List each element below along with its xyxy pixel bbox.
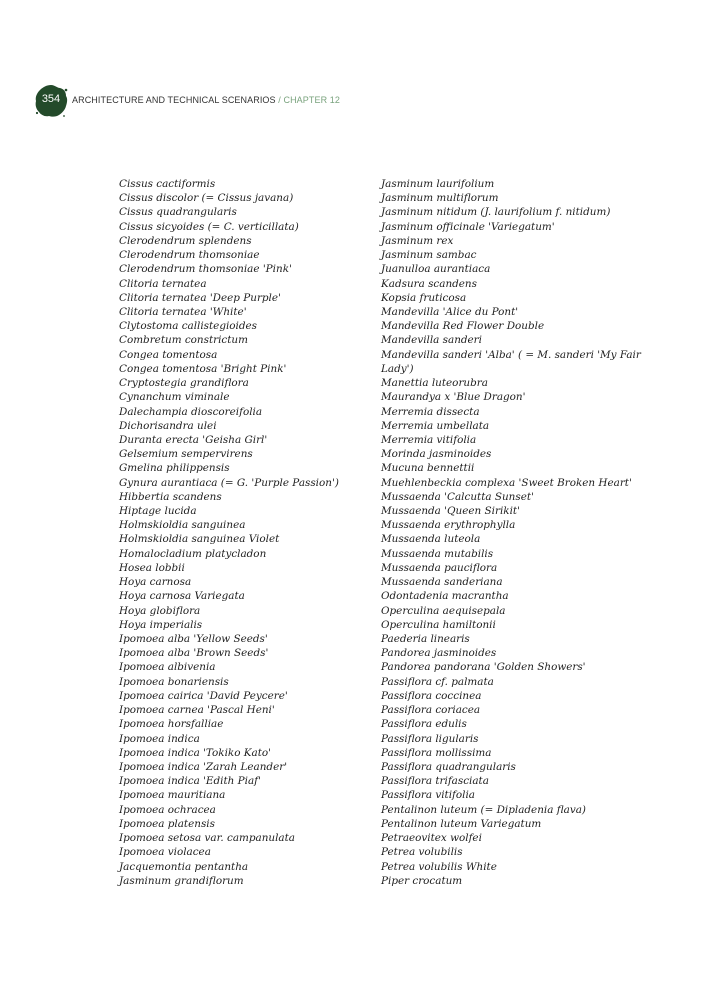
list-item: Operculina aequisepala (381, 604, 506, 617)
header-chapter: CHAPTER 12 (283, 95, 340, 105)
list-item: Cryptostegia grandiflora (119, 377, 249, 390)
header-title: ARCHITECTURE AND TECHNICAL SCENARIOS (72, 95, 276, 105)
list-item: Juanulloa aurantiaca (381, 263, 491, 276)
page-number: 354 (41, 93, 61, 105)
list-item: Paederia linearis (381, 633, 470, 645)
list-item: Muehlenbeckia complexa 'Sweet Broken Heart' (381, 476, 632, 489)
list-item: Jacquemontia pentantha (119, 860, 249, 873)
list-item: Hoya carnosa Variegata (119, 590, 245, 603)
list-item: Ipomoea bonariensis (119, 675, 229, 688)
list-item: Ipomoea setosa var. campanulata (119, 832, 295, 845)
list-item: Gelsemium sempervirens (119, 448, 253, 461)
list-item: Passiflora vitifolia (381, 789, 475, 802)
list-item: Piper crocatum (381, 874, 463, 887)
list-item: Hosea lobbii (119, 561, 185, 574)
list-item: Duranta erecta 'Geisha Girl' (119, 433, 268, 446)
list-item: Petraeovitex wolfei (381, 832, 482, 845)
list-item: Cynanchum viminale (119, 391, 230, 404)
list-item: Passiflora quadrangularis (381, 760, 516, 773)
list-item: Mussaenda luteola (381, 533, 481, 546)
list-item: Dichorisandra ulei (119, 419, 217, 432)
list-item: Merremia vitifolia (381, 433, 477, 446)
list-item: Hiptage lucida (119, 505, 197, 518)
list-item: Ipomoea violacea (119, 846, 211, 859)
list-item: Dalechampia dioscoreifolia (119, 405, 263, 418)
list-item: Hoya globiflora (119, 604, 201, 617)
list-item: Maurandya x 'Blue Dragon' (381, 391, 526, 404)
list-item: Kadsura scandens (381, 277, 477, 290)
list-item: Pentalinon luteum Variegatum (381, 817, 542, 830)
list-item: Petrea volubilis (381, 846, 463, 859)
list-item: Gmelina philippensis (119, 462, 230, 475)
list-item: Lady') (381, 362, 414, 375)
list-item: Mussaenda 'Calcutta Sunset' (381, 490, 534, 503)
list-item: Petrea volubilis White (381, 860, 497, 873)
list-item: Morinda jasminoides (381, 448, 492, 461)
list-item: Homalocladium platycladon (119, 547, 267, 560)
list-item: Passiflora edulis (381, 718, 467, 731)
page-number-badge (36, 86, 66, 116)
list-item: Ipomoea carnea 'Pascal Heni' (119, 704, 275, 717)
list-item: Hibbertia scandens (119, 490, 222, 503)
page-header (0, 86, 707, 120)
list-item: Gynura aurantiaca (= G. 'Purple Passion') (119, 476, 339, 489)
list-item: Mussaenda erythrophylla (381, 519, 516, 532)
list-item: Ipomoea indica 'Tokiko Kato' (119, 746, 272, 759)
list-item: Merremia dissecta (381, 405, 480, 418)
list-item: Ipomoea horsfalliae (119, 718, 224, 731)
list-item: Ipomoea indica (119, 732, 200, 745)
list-item: Mussaenda sanderiana (381, 576, 503, 589)
list-item: Congea tomentosa (119, 348, 218, 361)
list-item: Mussaenda pauciflora (381, 561, 498, 574)
list-item: Passiflora mollissima (381, 746, 492, 759)
list-item: Passiflora cf. palmata (381, 675, 494, 688)
list-item: Mandevilla sanderi (381, 334, 482, 347)
list-item: Passiflora coccinea (381, 689, 482, 702)
header-separator: / (278, 95, 281, 105)
list-item: Ipomoea indica 'Edith Piaf' (119, 775, 261, 788)
list-item: Odontadenia macrantha (381, 590, 509, 603)
list-item: Congea tomentosa 'Bright Pink' (119, 362, 287, 375)
list-item: Mussaenda 'Queen Sirikit' (381, 505, 520, 518)
list-item: Cissus quadrangularis (119, 206, 237, 219)
list-item: Ipomoea ochracea (119, 803, 216, 816)
list-item: Combretum constrictum (119, 334, 248, 347)
list-item: Holmskioldia sanguinea Violet (119, 533, 280, 546)
list-item: Cissus cactiformis (119, 178, 216, 190)
list-item: Ipomoea cairica 'David Peycere' (119, 689, 288, 702)
list-item: Cissus sicyoides (= C. verticillata) (119, 220, 299, 233)
list-item: Jasminum multiflorum (381, 192, 499, 205)
running-header (72, 95, 340, 105)
list-item: Jasminum laurifolium (381, 178, 495, 190)
list-item: Clerodendrum splendens (119, 234, 252, 247)
list-item: Passiflora ligularis (381, 732, 479, 745)
list-item: Mandevilla sanderi 'Alba' ( = M. sanderi 'My Fair (381, 348, 641, 361)
left-column (119, 177, 359, 888)
list-item: Merremia umbellata (381, 419, 490, 432)
list-item: Clerodendrum thomsoniae (119, 249, 260, 262)
list-item: Clerodendrum thomsoniae 'Pink' (119, 263, 292, 276)
list-item: Manettia luteorubra (381, 377, 488, 390)
list-item: Clytostoma callistegioides (119, 320, 258, 333)
list-item: Mandevilla 'Alice du Pont' (381, 305, 519, 318)
list-item: Mucuna bennettii (381, 462, 475, 475)
list-item: Cissus discolor (= Cissus javana) (119, 192, 294, 205)
list-item: Jasminum rex (381, 234, 454, 247)
list-item: Clitoria ternatea 'Deep Purple' (119, 291, 281, 304)
list-item: Pentalinon luteum (= Dipladenia flava) (381, 803, 586, 816)
list-item: Hoya imperialis (119, 618, 203, 631)
list-item: Mandevilla Red Flower Double (381, 320, 545, 333)
list-item: Ipomoea platensis (119, 817, 215, 830)
list-item: Ipomoea albivenia (119, 661, 216, 674)
list-item: Jasminum officinale 'Variegatum' (381, 220, 555, 233)
list-item: Ipomoea indica 'Zarah Leander' (119, 760, 288, 773)
list-item: Passiflora coriacea (381, 704, 481, 717)
list-item: Operculina hamiltonii (381, 618, 496, 631)
list-item: Clitoria ternatea 'White' (119, 305, 247, 318)
list-item: Ipomoea alba 'Yellow Seeds' (119, 633, 268, 645)
list-item: Jasminum sambac (381, 249, 477, 262)
list-item: Kopsia fruticosa (381, 291, 467, 304)
list-item: Clitoria ternatea (119, 277, 207, 290)
list-item: Mussaenda mutabilis (381, 547, 494, 560)
list-item: Pandorea jasminoides (381, 647, 497, 660)
right-column (381, 177, 641, 888)
list-item: Jasminum grandiflorum (119, 874, 244, 887)
list-item: Ipomoea mauritiana (119, 789, 226, 802)
list-item: Holmskioldia sanguinea (119, 519, 246, 532)
list-item: Passiflora trifasciata (381, 775, 489, 788)
list-item: Pandorea pandorana 'Golden Showers' (381, 661, 586, 674)
list-item: Hoya carnosa (119, 576, 192, 589)
list-item: Jasminum nitidum (J. laurifolium f. nitidum) (381, 206, 611, 219)
list-item: Ipomoea alba 'Brown Seeds' (119, 647, 269, 660)
